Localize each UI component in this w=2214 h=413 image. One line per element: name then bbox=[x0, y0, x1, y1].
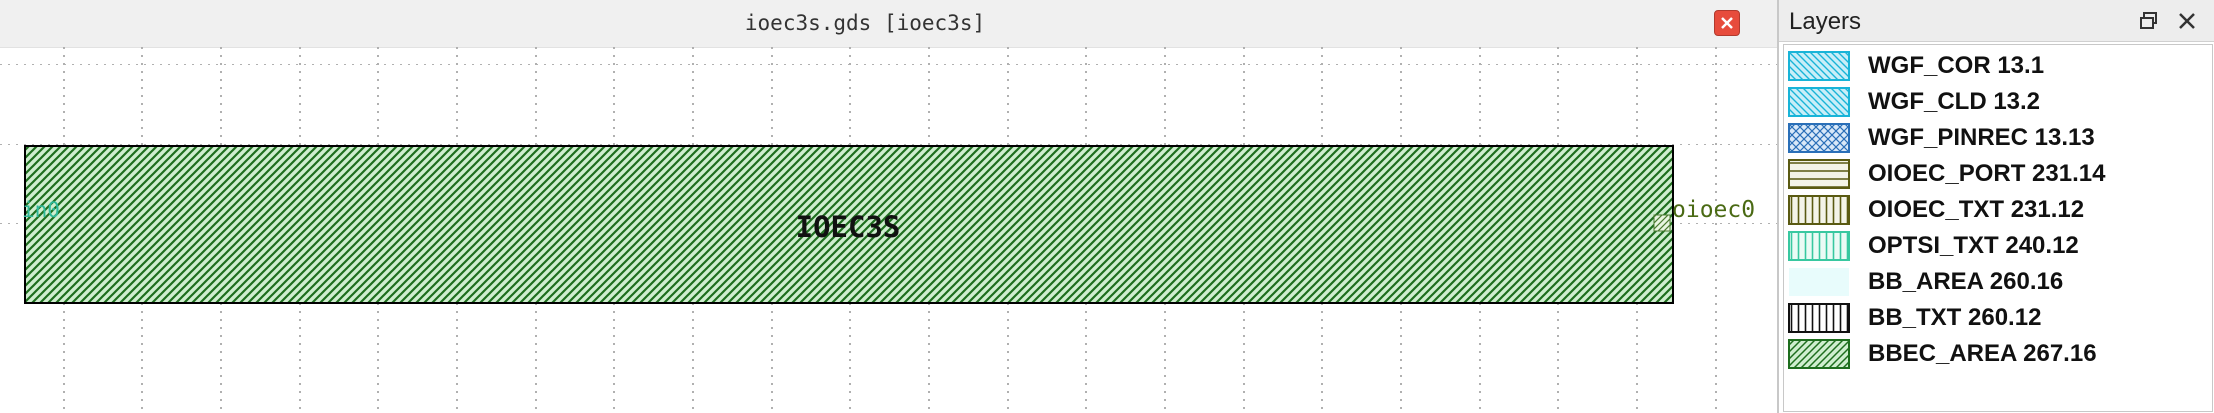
right-port-label: oioec0 bbox=[1672, 197, 1756, 223]
close-icon bbox=[1715, 11, 1739, 35]
layers-panel-title: Layers bbox=[1789, 8, 1862, 35]
layer-label: BB_TXT 260.12 bbox=[1868, 304, 2042, 331]
layer-item[interactable] bbox=[1784, 48, 2212, 84]
layout-canvas[interactable] bbox=[0, 47, 1777, 413]
layer-item[interactable] bbox=[1784, 228, 2212, 264]
layer-swatch-icon bbox=[1788, 123, 1850, 153]
layers-panel-header bbox=[1779, 0, 2214, 42]
layers-panel bbox=[1779, 0, 2214, 413]
layer-label: BB_AREA 260.16 bbox=[1868, 268, 2064, 295]
layer-swatch-icon bbox=[1788, 87, 1850, 117]
layer-swatch-icon bbox=[1788, 231, 1850, 261]
layer-swatch-icon bbox=[1788, 267, 1850, 297]
layer-label: BBEC_AREA 267.16 bbox=[1868, 340, 2097, 367]
window-title: ioec3s.gds [ioec3s] bbox=[744, 11, 986, 35]
float-panel-icon[interactable] bbox=[2137, 9, 2161, 33]
port-marker[interactable] bbox=[1654, 215, 1670, 231]
layer-label: WGF_PINREC 13.13 bbox=[1868, 124, 2095, 151]
layer-label: WGF_CLD 13.2 bbox=[1868, 88, 2041, 115]
layer-label: OPTSI_TXT 240.12 bbox=[1868, 232, 2079, 259]
layer-swatch-icon bbox=[1788, 195, 1850, 225]
layer-swatch-icon bbox=[1788, 339, 1850, 369]
layer-label: OIOEC_PORT 231.14 bbox=[1868, 160, 2106, 187]
cell-label: IOEC3S bbox=[795, 210, 901, 244]
layer-item[interactable] bbox=[1784, 264, 2212, 300]
layer-item[interactable] bbox=[1784, 156, 2212, 192]
close-panel-icon[interactable] bbox=[2175, 9, 2199, 33]
layer-item[interactable] bbox=[1784, 84, 2212, 120]
layer-item[interactable] bbox=[1784, 336, 2212, 372]
layer-swatch-icon bbox=[1788, 51, 1850, 81]
layer-item[interactable] bbox=[1784, 120, 2212, 156]
layer-swatch-icon bbox=[1788, 303, 1850, 333]
layers-list[interactable] bbox=[1783, 44, 2213, 412]
layer-label: OIOEC_TXT 231.12 bbox=[1868, 196, 2085, 223]
layer-swatch-icon bbox=[1788, 159, 1850, 189]
layer-item[interactable] bbox=[1784, 300, 2212, 336]
left-port-label: in0 bbox=[22, 198, 60, 222]
close-button[interactable] bbox=[1714, 10, 1740, 36]
layer-label: WGF_COR 13.1 bbox=[1868, 52, 2045, 79]
title-bar bbox=[0, 0, 1777, 48]
layer-item[interactable] bbox=[1784, 192, 2212, 228]
